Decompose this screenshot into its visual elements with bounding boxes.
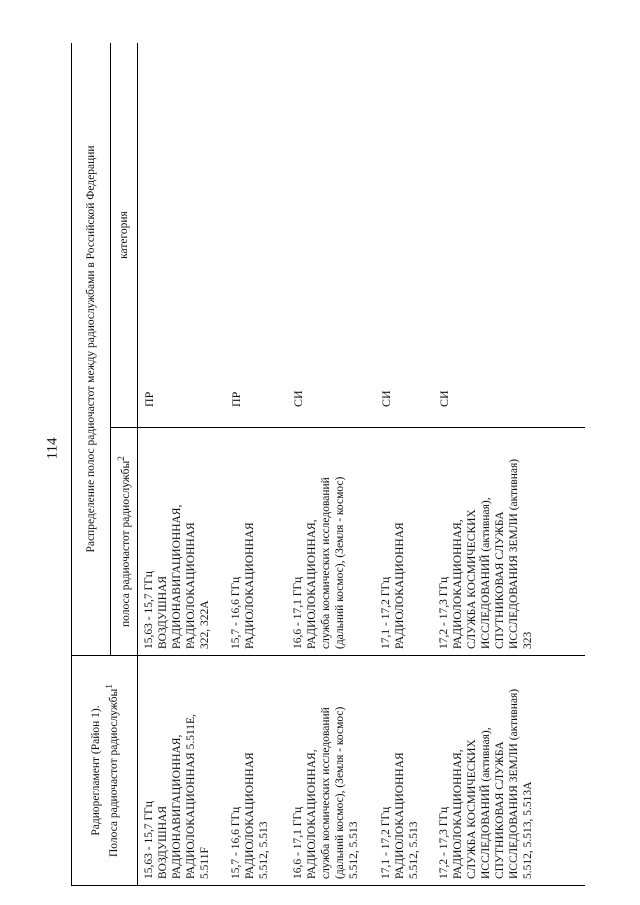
allocation-table	[71, 43, 585, 886]
rf-band-column-header: полоса радиочастот радиослужбы$^2$	[111, 428, 138, 656]
rf-cell: 15,63 - 15,7 ГГц ВОЗДУШНАЯ РАДИОНАВИГАЦИОННАЯ, РАДИОЛОКАЦИОННАЯ 322, 322А	[137, 428, 225, 656]
rf-cell: 17,1 - 17,2 ГГц РАДИОЛОКАЦИОННАЯ	[375, 428, 433, 656]
rf-cell: 16,6 - 17,1 ГГц РАДИОЛОКАЦИОННАЯ, служба космических исследований (дальний космос), (Земля - космос)	[287, 428, 375, 656]
category-cell: СИ	[437, 390, 452, 407]
rr-cell: 16,6 - 17,1 ГГц РАДИОЛОКАЦИОННАЯ, служба космических исследований (дальний космос), (Земля - космос) 5.512, 5.513	[287, 656, 375, 886]
table-row	[433, 43, 585, 886]
table-row	[225, 43, 287, 886]
category-column-header: категория	[111, 43, 138, 428]
rr-cell: 17,2 - 17,3 ГГц РАДИОЛОКАЦИОННАЯ, СЛУЖБА КОСМИЧЕСКИХ ИССЛЕДОВАНИЙ (активная), СПУТНИКОВАЯ СЛУЖБА ИССЛЕДОВАНИЯ ЗЕМЛИ (активная) 5.512, 5.513, 5.513А	[433, 656, 585, 886]
rr-cell: 15,7 - 16,6 ГГц РАДИОЛОКАЦИОННАЯ 5.512, 5.513	[225, 656, 287, 886]
category-cell: СИ	[291, 390, 306, 407]
table-row	[287, 43, 375, 886]
rr-column-header: Радиорегламент (Район 1). Полоса радиочастот радиослужбы$^1$	[72, 656, 138, 886]
rr-cell: 15,63 - 15,7 ГГц ВОЗДУШНАЯ РАДИОНАВИГАЦИОННАЯ, РАДИОЛОКАЦИОННАЯ 5.511E, 5.511F	[137, 656, 225, 886]
category-cell: ПР	[141, 391, 156, 407]
rr-cell: 17,1 - 17,2 ГГц РАДИОЛОКАЦИОННАЯ 5.512, 5.513	[375, 656, 433, 886]
rf-cell: 15,7 - 16,6 ГГц РАДИОЛОКАЦИОННАЯ	[225, 428, 287, 656]
category-cell: СИ	[379, 390, 394, 407]
table-row	[375, 43, 433, 886]
rf-distribution-header: Распределение полос радиочастот между радиослужбами в Российской Федерации	[72, 43, 111, 656]
table-row	[137, 43, 225, 886]
page-number: 114	[44, 437, 61, 460]
rf-cell: 17,2 - 17,3 ГГц РАДИОЛОКАЦИОННАЯ, СЛУЖБА КОСМИЧЕСКИХ ИССЛЕДОВАНИЙ (активная), СПУТНИКОВАЯ СЛУЖБА ИССЛЕДОВАНИЯ ЗЕМЛИ (активная) 323	[433, 428, 585, 656]
category-cell: ПР	[229, 391, 244, 407]
